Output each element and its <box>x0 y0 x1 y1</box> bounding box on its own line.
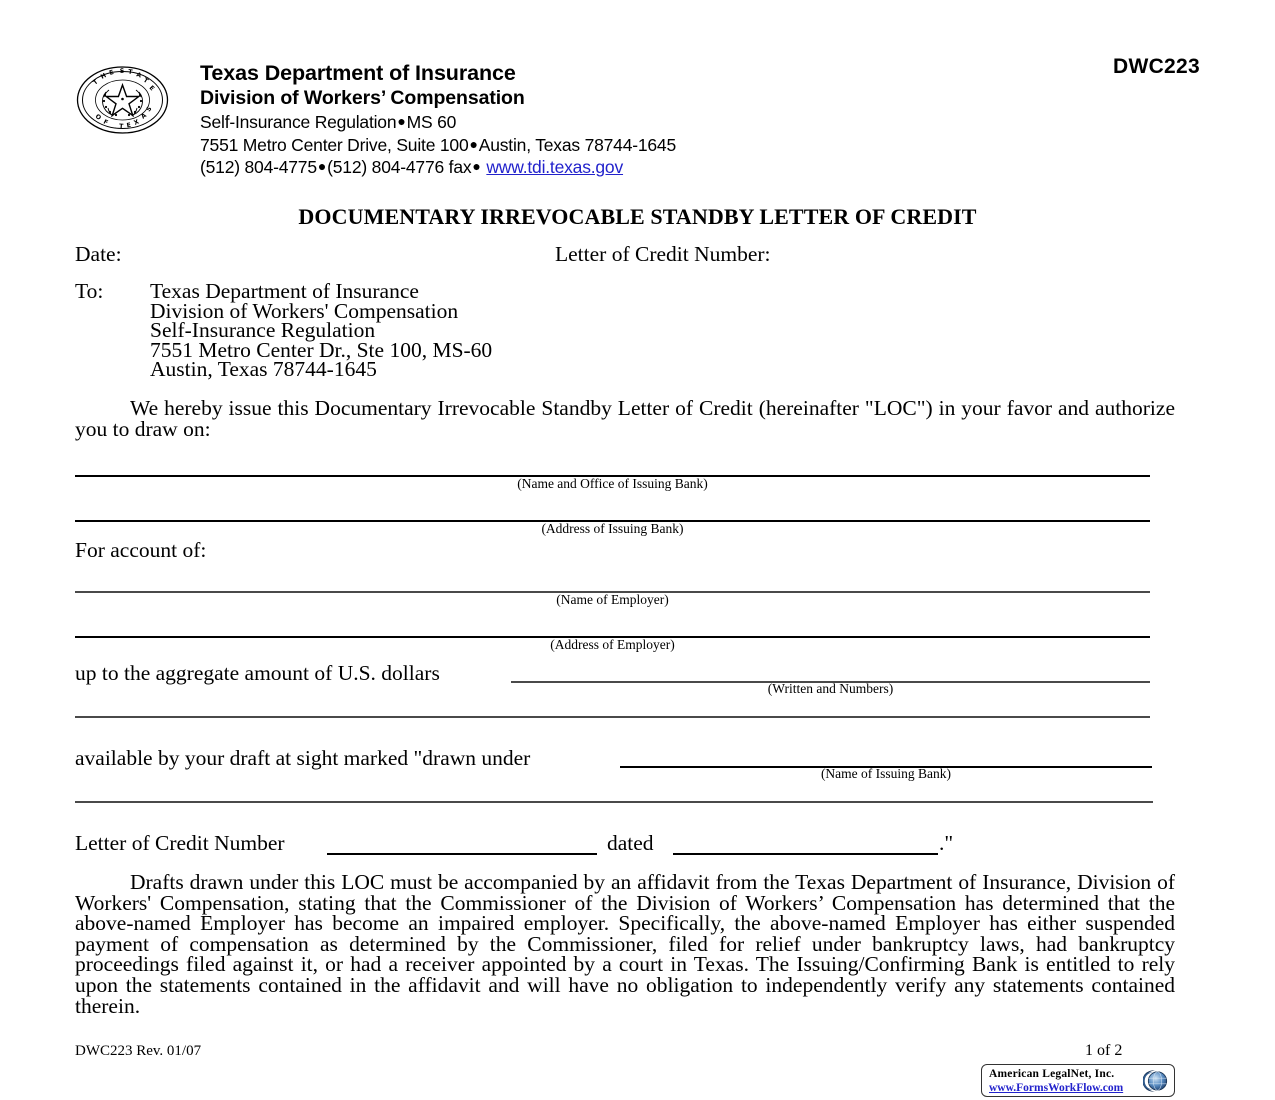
drafts-paragraph: Drafts drawn under this LOC must be accompanied by an affidavit from the Texas Department of Insurance, Division of Workers' Compensation, stating that the Commissioner of the Division of Workers’ Compensation has determined that the above-named Employer has become an impaired employer. Specifically, the above-named Employer has either suspended payment of compensation as determined by the Commissioner, filed for relief under bankruptcy laws, had bankruptcy proceedings filed against it, or had a receiver appointed by a court in Texas. The Issuing/Confirming Bank is entitled to rely upon the statements contained in the affidavit and will have no obligation to independently verify any statements contained therein. <box>75 870 1175 1018</box>
legalnet-website-link[interactable]: www.FormsWorkFlow.com <box>989 1082 1124 1094</box>
to-label: To: <box>75 279 104 303</box>
svg-text:H: H <box>99 72 108 81</box>
svg-text:F: F <box>102 118 109 127</box>
loc-number-input[interactable] <box>327 853 597 855</box>
name-of-issuing-bank-caption: (Name of Issuing Bank) <box>820 766 952 781</box>
letter-of-credit-number-label: Letter of Credit Number: <box>555 242 771 266</box>
street-address: 7551 Metro Center Drive, Suite 100 <box>200 134 469 155</box>
fax-number: (512) 804-4776 fax <box>327 157 472 177</box>
svg-text:S: S <box>119 67 125 75</box>
date-and-loc-number-row <box>75 242 1175 268</box>
svg-text:T: T <box>91 78 100 87</box>
aggregate-amount-label: up to the aggregate amount of U.S. dollars <box>75 661 440 685</box>
form-number: DWC223 <box>1113 55 1200 78</box>
available-draft-label: available by your draft at sight marked "drawn under <box>75 746 531 770</box>
recipient-line: Texas Department of Insurance <box>150 279 419 303</box>
svg-text:T: T <box>127 68 133 77</box>
division-name: Division of Workers’ Compensation <box>200 87 525 109</box>
tdi-website-link[interactable]: www.tdi.texas.gov <box>486 157 624 177</box>
issuance-paragraph: We hereby issue this Documentary Irrevocable Standby Letter of Credit (hereinafter "LOC") in your favor and authorize you to draw on: <box>75 396 1175 441</box>
svg-text:T: T <box>118 123 124 131</box>
mail-stop: MS 60 <box>406 112 457 132</box>
loc-number-row-label: Letter of Credit Number <box>75 831 285 855</box>
page-title: DOCUMENTARY IRREVOCABLE STANDBY LETTER OF CREDIT <box>298 204 977 229</box>
recipient-line: Self-Insurance Regulation <box>150 318 376 343</box>
aggregate-amount-continuation-input[interactable] <box>75 716 1150 718</box>
recipient-line: Austin, Texas 78744-1645 <box>150 357 377 382</box>
closing-punctuation: ." <box>939 831 954 855</box>
employer-name-caption: (Name of Employer) <box>556 592 669 607</box>
drawn-under-continuation-input[interactable] <box>75 801 1153 803</box>
svg-text:O: O <box>93 113 103 122</box>
svg-text:A: A <box>139 112 149 121</box>
city-state-zip: Austin, Texas 78744-1645 <box>478 134 676 155</box>
phone-number: (512) 804-4775 <box>200 157 317 177</box>
street-address-line <box>200 134 676 157</box>
svg-text:E: E <box>126 121 132 130</box>
svg-text:X: X <box>132 118 141 127</box>
agency-name: Texas Department of Insurance <box>200 61 516 85</box>
bullet-icon: ● <box>317 158 327 174</box>
texas-state-seal-icon <box>75 65 170 135</box>
bullet-icon: ● <box>472 158 481 174</box>
svg-text:T: T <box>141 76 150 85</box>
program-name: Self-Insurance Regulation <box>200 112 397 132</box>
contact-line <box>200 156 676 179</box>
svg-text:A: A <box>135 71 143 80</box>
recipient-address-lines <box>150 279 493 382</box>
for-account-of-label: For account of: <box>75 538 207 562</box>
bullet-icon: ● <box>469 135 478 152</box>
svg-text:S: S <box>145 105 154 114</box>
dated-label: dated <box>607 831 654 855</box>
employer-address-caption: (Address of Employer) <box>550 637 675 652</box>
issuing-bank-address-caption: (Address of Issuing Bank) <box>541 521 684 536</box>
document-header <box>75 55 1200 177</box>
legalnet-company-name: American LegalNet, Inc. <box>989 1068 1115 1080</box>
bullet-icon: ● <box>397 113 406 129</box>
legalnet-text-block <box>989 1068 1134 1095</box>
recipient-line: Division of Workers' Compensation <box>150 298 459 323</box>
loc-dated-input[interactable] <box>673 853 938 855</box>
form-revision: DWC223 Rev. 01/07 <box>75 1043 202 1059</box>
recipient-line: 7551 Metro Center Dr., Ste 100, MS-60 <box>150 337 493 362</box>
american-legalnet-badge <box>981 1064 1175 1097</box>
date-label: Date: <box>75 242 122 266</box>
written-and-numbers-caption: (Written and Numbers) <box>767 681 894 696</box>
svg-text:E: E <box>147 84 156 93</box>
issuing-bank-name-caption: (Name and Office of Issuing Bank) <box>517 476 708 491</box>
svg-text:E: E <box>108 68 115 77</box>
globe-swoosh-icon <box>1143 1068 1169 1094</box>
agency-address-block <box>200 61 676 179</box>
page-number: 1 of 2 <box>1085 1042 1123 1059</box>
program-line <box>200 111 676 134</box>
